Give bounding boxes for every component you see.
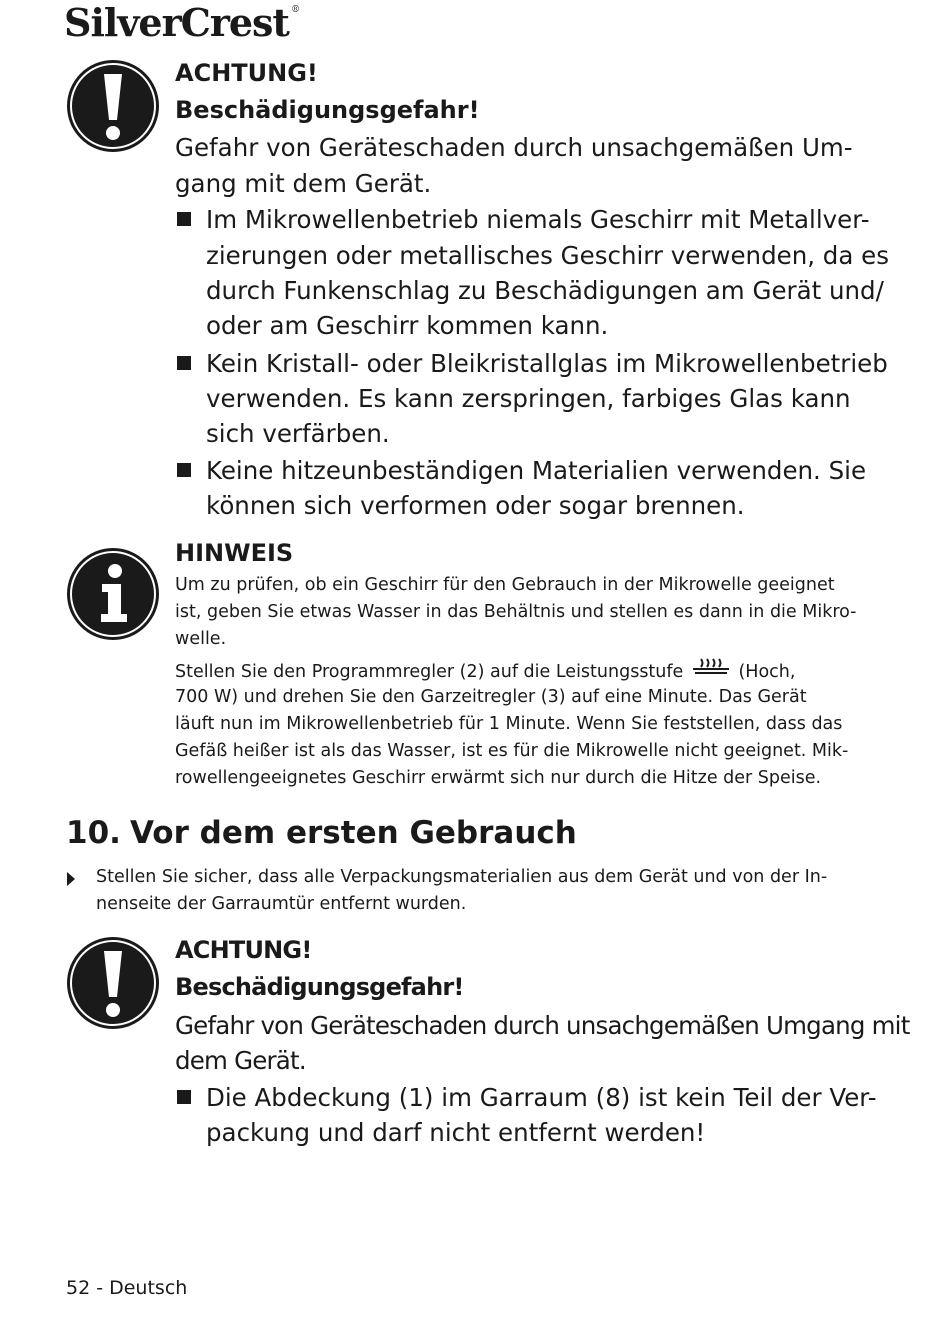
note-line: läuft nun im Mikrowellenbetrieb für 1 Minute. Wenn Sie feststellen, dass das — [175, 714, 843, 734]
brand-name: SilverCrest — [64, 0, 289, 45]
note-line: Um zu prüfen, ob ein Geschirr für den Gebrauch in der Mikrowelle geeignet — [175, 575, 835, 595]
bullet-line: verwenden. Es kann zerspringen, farbiges Glas kann — [206, 384, 851, 413]
exclamation-circle-icon — [65, 58, 161, 154]
note-line: welle. — [175, 629, 227, 649]
bullet-line: Die Abdeckung (1) im Garraum (8) ist kein Teil der Ver- — [206, 1083, 877, 1112]
exclamation-circle-icon — [65, 935, 161, 1031]
warning-intro-line: dem Gerät. — [175, 1046, 306, 1075]
note-line-part: (Hoch, — [738, 662, 796, 682]
step-line: nenseite der Garraumtür entfernt wurden. — [96, 894, 467, 914]
brand-logo — [64, 0, 299, 45]
bullet-line: zierungen oder metallisches Geschirr verwenden, da es — [206, 241, 889, 270]
bullet-line: durch Funkenschlag zu Beschädigungen am Gerät und/ — [206, 276, 884, 305]
step-line: Stellen Sie sicher, dass alle Verpackungsmaterialien aus dem Gerät und von der In- — [96, 867, 828, 887]
square-bullet-icon — [177, 463, 191, 477]
warning-intro-line: Gefahr von Geräteschaden durch unsachgemäßen Umgang mit — [175, 1011, 910, 1040]
bullet-line: oder am Geschirr kommen kann. — [206, 311, 609, 340]
bullet-line: packung und darf nicht entfernt werden! — [206, 1118, 706, 1147]
note-line: ist, geben Sie etwas Wasser in das Behältnis und stellen es dann in die Mikro- — [175, 602, 857, 622]
warning-title: ACHTUNG! — [175, 59, 318, 87]
warning-subtitle: Beschädigungsgefahr! — [175, 96, 480, 124]
bullet-line: Kein Kristall- oder Bleikristallglas im Mikrowellenbetrieb — [206, 349, 888, 378]
warning-title: ACHTUNG! — [175, 936, 312, 964]
triangle-right-icon — [67, 871, 75, 890]
warning-intro-line: gang mit dem Gerät. — [175, 169, 432, 198]
bullet-line: können sich verformen oder sogar brennen. — [206, 491, 745, 520]
warning-intro-line: Gefahr von Geräteschaden durch unsachgemäßen Um- — [175, 133, 853, 162]
bullet-line: Keine hitzeunbeständigen Materialien verwenden. Sie — [206, 456, 867, 485]
bullet-line: Im Mikrowellenbetrieb niemals Geschirr mit Metallver- — [206, 205, 870, 234]
warning-subtitle: Beschädigungsgefahr! — [175, 973, 464, 1001]
square-bullet-icon — [177, 1090, 191, 1104]
note-title: HINWEIS — [175, 539, 294, 567]
note-line-part: Stellen Sie den Programmregler (2) auf die Leistungsstufe — [175, 662, 684, 682]
section-title: Vor dem ersten Gebrauch — [130, 815, 577, 851]
square-bullet-icon — [177, 212, 191, 226]
note-line: rowellengeeignetes Geschirr erwärmt sich nur durch die Hitze der Speise. — [175, 768, 822, 788]
section-number: 10. — [66, 815, 121, 851]
info-circle-icon — [65, 546, 161, 642]
square-bullet-icon — [177, 356, 191, 370]
registered-mark: ® — [290, 5, 299, 15]
note-line: 700 W) und drehen Sie den Garzeitregler (3) auf eine Minute. Das Gerät — [175, 687, 807, 707]
note-line: Gefäß heißer ist als das Wasser, ist es für die Mikrowelle nicht geeignet. Mik- — [175, 741, 849, 761]
page-footer: 52 - Deutsch — [66, 1277, 188, 1299]
bullet-line: sich verfärben. — [206, 419, 390, 448]
